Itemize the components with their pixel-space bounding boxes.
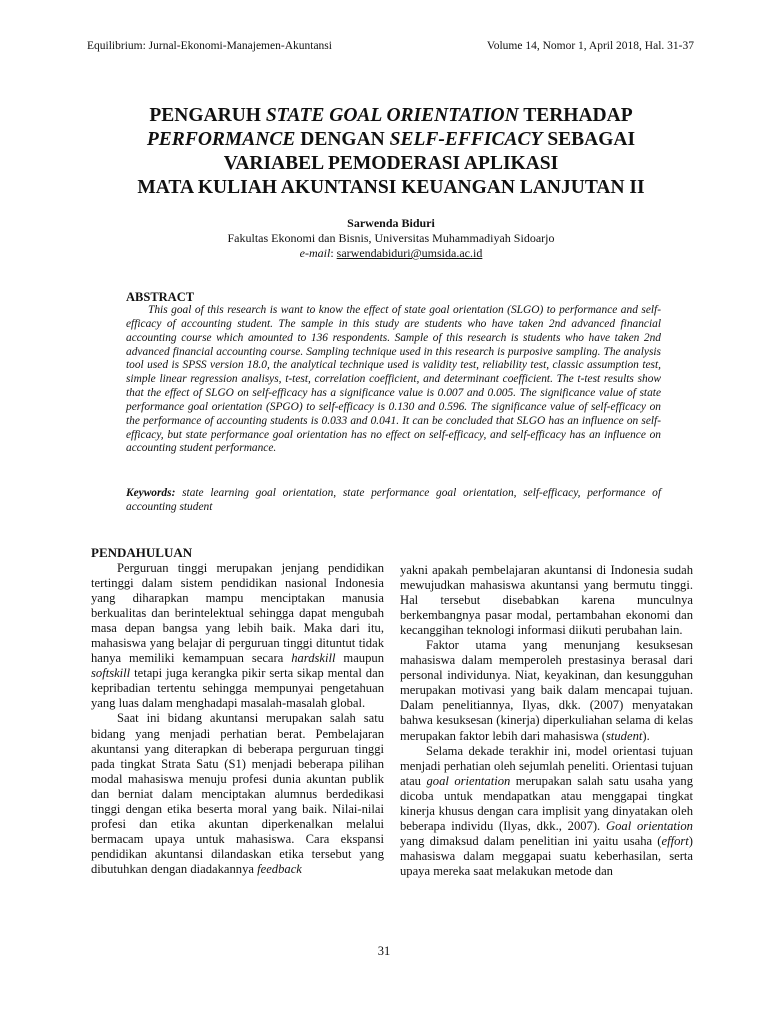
right-paragraph-3: Selama dekade terakhir ini, model orientasi tujuan menjadi perhatian oleh sejumlah peneliti. Orientasi tujuan atau goal orientation merupakan salah satu usaha yang dicoba untuk mendapatkan atau menggapai tingkat kinerja khusus dengan cara implisit yang dinyatakan oleh beberapa individu (Ilyas, dkk., 2007). Goal orientation yang dimaksud dalam penelitian ini yaitu usaha (effort) mahasiswa dalam meggapai suatu keberhasilan, serta upaya mereka saat melakukan metode dan bbox=[400, 743, 693, 878]
abstract-section bbox=[126, 290, 661, 456]
title-line-4: MATA KULIAH AKUNTANSI KEUANGAN LANJUTAN II bbox=[137, 177, 645, 198]
title-line-2: PERFORMANCE DENGAN SELF-EFFICACY SEBAGAI bbox=[146, 129, 636, 150]
right-paragraph-1: yakni apakah pembelajaran akuntansi di Indonesia sudah mewujudkan mahasiswa akuntansi yang bermutu tinggi. Hal tersebut disebabkan karena munculnya berkembangnya pasar modal, pertambahan ekonomi dan kecanggihan teknologi informasi diikuti perubahan lain. bbox=[400, 563, 693, 638]
author-email-link[interactable]: sarwendabiduri@umsida.ac.id bbox=[336, 246, 483, 260]
volume-info: Volume 14, Nomor 1, April 2018, Hal. 31-37 bbox=[486, 40, 694, 52]
author-email-line: e-mail: sarwendabiduri@umsida.ac.id bbox=[299, 246, 483, 260]
abstract-text: This goal of this research is want to know the effect of state goal orientation (SLGO) to performance and self-efficacy of accounting student. The sample in this study are students who have taken 2nd advanced financial accounting course which amounted to 136 respondents. Sample of this research is students who have taken 2nd advanced financial accounting course. Sampling technique used in this research is purposive sampling. The analysis tool used is SPSS version 18.0, the analytical technique used is validity test, reliability test, classic assumption test, simple linear regression analisys, t-test, correlation coefficient, and determinant coefficient. The t-test results show that the effect of SLGO on self-efficacy has a significance value is 0.007 and 0.005. The significance value of state performance goal orientation (SPGO) to self-efficacy is 0.130 and 0.596. The significance value of self-efficacy on the performance of accounting students is 0.033 and 0.041. It can be concluded that SLGO has an influence on self-efficacy, but state performance goal orientation has no effect on self-efficacy, and self-efficacy has an influence on accounting student performance. bbox=[126, 304, 661, 455]
running-header bbox=[87, 40, 694, 52]
keywords-section bbox=[126, 487, 661, 515]
title-line-1: PENGARUH STATE GOAL ORIENTATION TERHADAP bbox=[149, 105, 633, 126]
title-line-3: VARIABEL PEMODERASI APLIKASI bbox=[223, 153, 559, 174]
left-paragraph-2: Saat ini bidang akuntansi merupakan salah satu bidang yang menjadi perhatian berat. Pembelajaran akuntansi yang diterapkan di beberapa perguruan tinggi pada tingkat Strata Satu (S1) menjadi beberapa pilihan modal mahasiswa menuju profesi dunia akuntan publik dan berniat dalam menciptakan alumnus berdedikasi tinggi dengan etika beserta moral yang baik. Nilai-nilai profesi dan etika akuntan diperkenalkan melalui bermacam upaya untuk mahasiswa. Cara ekspansi pendidikan akuntansi dilandaskan etika tersebut yang dibutuhkan dengan diadakannya feedback bbox=[91, 711, 384, 876]
right-column bbox=[400, 563, 693, 879]
keywords-text: state learning goal orientation, state performance goal orientation, self-efficacy, performance of accounting student bbox=[126, 487, 661, 513]
email-label: e-mail bbox=[299, 246, 331, 260]
right-paragraph-2: Faktor utama yang menunjang kesuksesan mahasiswa dalam memperoleh prestasinya berasal dari personal individunya. Niat, keyakinan, dan kesungguhan merupakan motivasi yang baik dalam mencapai tujuan. Dalam penelitiannya, Ilyas, dkk. (2007) menyatakan bahwa kesuksesan (kinerja) diperkuliahan selama di kelas merupakan faktor lebih dari mahasiswa (student). bbox=[400, 638, 693, 743]
abstract-heading: ABSTRACT bbox=[126, 290, 195, 304]
section-heading-pendahuluan: PENDAHULUAN bbox=[91, 545, 193, 560]
author-name: Sarwenda Biduri bbox=[347, 216, 435, 230]
paper-title bbox=[80, 104, 702, 200]
left-column bbox=[91, 545, 384, 877]
journal-name: Equilibrium: Jurnal-Ekonomi-Manajemen-Akuntansi bbox=[87, 40, 332, 52]
author-block bbox=[80, 216, 702, 261]
page-number: 31 bbox=[377, 944, 391, 958]
left-paragraph-1: Perguruan tinggi merupakan jenjang pendidikan tertinggi dalam sistem pendidikan nasional Indonesia yang diharapkan mampu menciptakan manusia berkualitas dan berintelektual sehingga dapat mengubah masa depan bangsa yang lebih baik. Maka dari itu, mahasiswa yang belajar di perguruan tinggi dituntut tidak hanya memiliki kemampuan secara hardskill maupun softskill tetapi juga kerangka pikir serta sikap mental dan kepribadian tertentu sehingga mempunyai pengetahuan yang luas dalam menghadapi masalah-masalah global. bbox=[91, 561, 384, 711]
author-affiliation: Fakultas Ekonomi dan Bisnis, Universitas Muhammadiyah Sidoarjo bbox=[227, 231, 555, 245]
keywords-label: Keywords: bbox=[126, 487, 176, 499]
